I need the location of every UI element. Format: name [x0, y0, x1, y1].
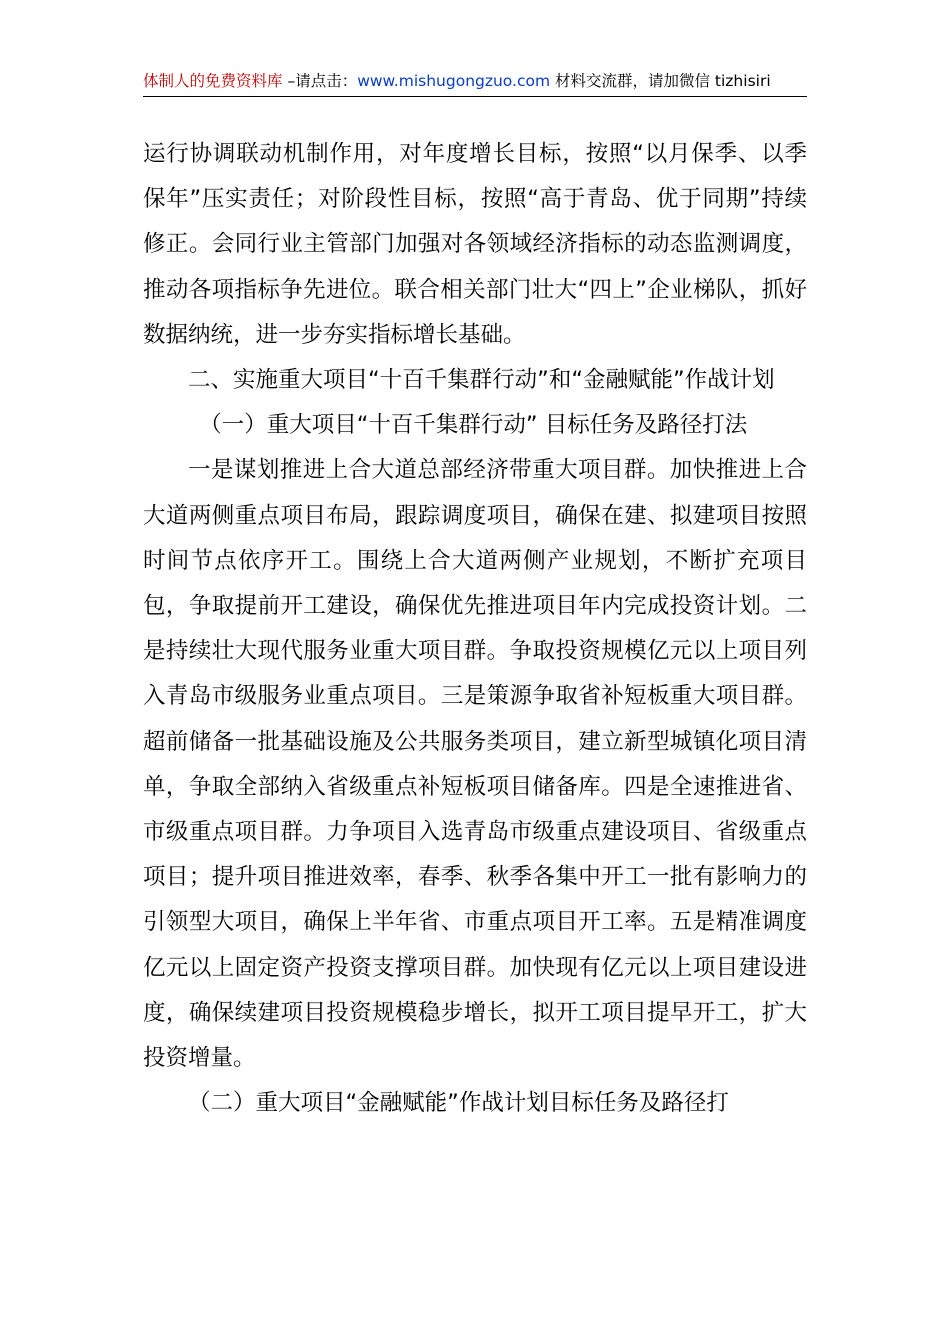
header-link[interactable]: www.mishugongzuo.com [357, 72, 551, 90]
header-tail: 材料交流群，请加微信 tizhisiri [550, 72, 771, 90]
subsection-heading-2: （二）重大项目“金融赋能”作战计划目标任务及路径打 [188, 1090, 729, 1117]
subsection-heading-1: （一）重大项目“十百千集群行动” 目标任务及路径打法 [199, 412, 748, 439]
document-body [143, 132, 807, 1126]
section-heading-2: 二、实施重大项目“十百千集群行动”和“金融赋能”作战计划 [188, 367, 775, 394]
paragraph-2: 一是谋划推进上合大道总部经济带重大项目群。加快推进上合大道两侧重点项目布局，跟踪调度项目，确保在建、拟建项目按照时间节点依序开工。围绕上合大道两侧产业规划，不断扩充项目包，争取提前开工建设，确保优先推进项目年内完成投资计划。二是持续壮大现代服务业重大项目群。争取投资规模亿元以上项目列入青岛市级服务业重点项目。三是策源争取省补短板重大项目群。超前储备一批基础设施及公共服务类项目，建立新型城镇化项目清单，争取全部纳入省级重点补短板项目储备库。四是全速推进省、市级重点项目群。力争项目入选青岛市级重点建设项目、省级重点项目；提升项目推进效率，春季、秋季各集中开工一批有影响力的引领型大项目，确保上半年省、市重点项目开工率。五是精准调度亿元以上固定资产投资支撑项目群。加快现有亿元以上项目建设进度，确保续建项目投资规模稳步增长，拟开工项目提早开工，扩大投资增量。 [143, 457, 807, 1072]
paragraph-1: 运行协调联动机制作用，对年度增长目标，按照“以月保季、以季保年”压实责任；对阶段性目标，按照“高于青岛、优于同期”持续修正。会同行业主管部门加强对各领域经济指标的动态监测调度，推动各项指标争先进位。联合相关部门壮大“四上”企业梯队，抓好数据纳统，进一步夯实指标增长基础。 [143, 141, 807, 348]
header-brand: 体制人的免费资料库 [143, 72, 283, 90]
header-prompt: –请点击： [282, 72, 358, 90]
page-header [143, 66, 807, 97]
